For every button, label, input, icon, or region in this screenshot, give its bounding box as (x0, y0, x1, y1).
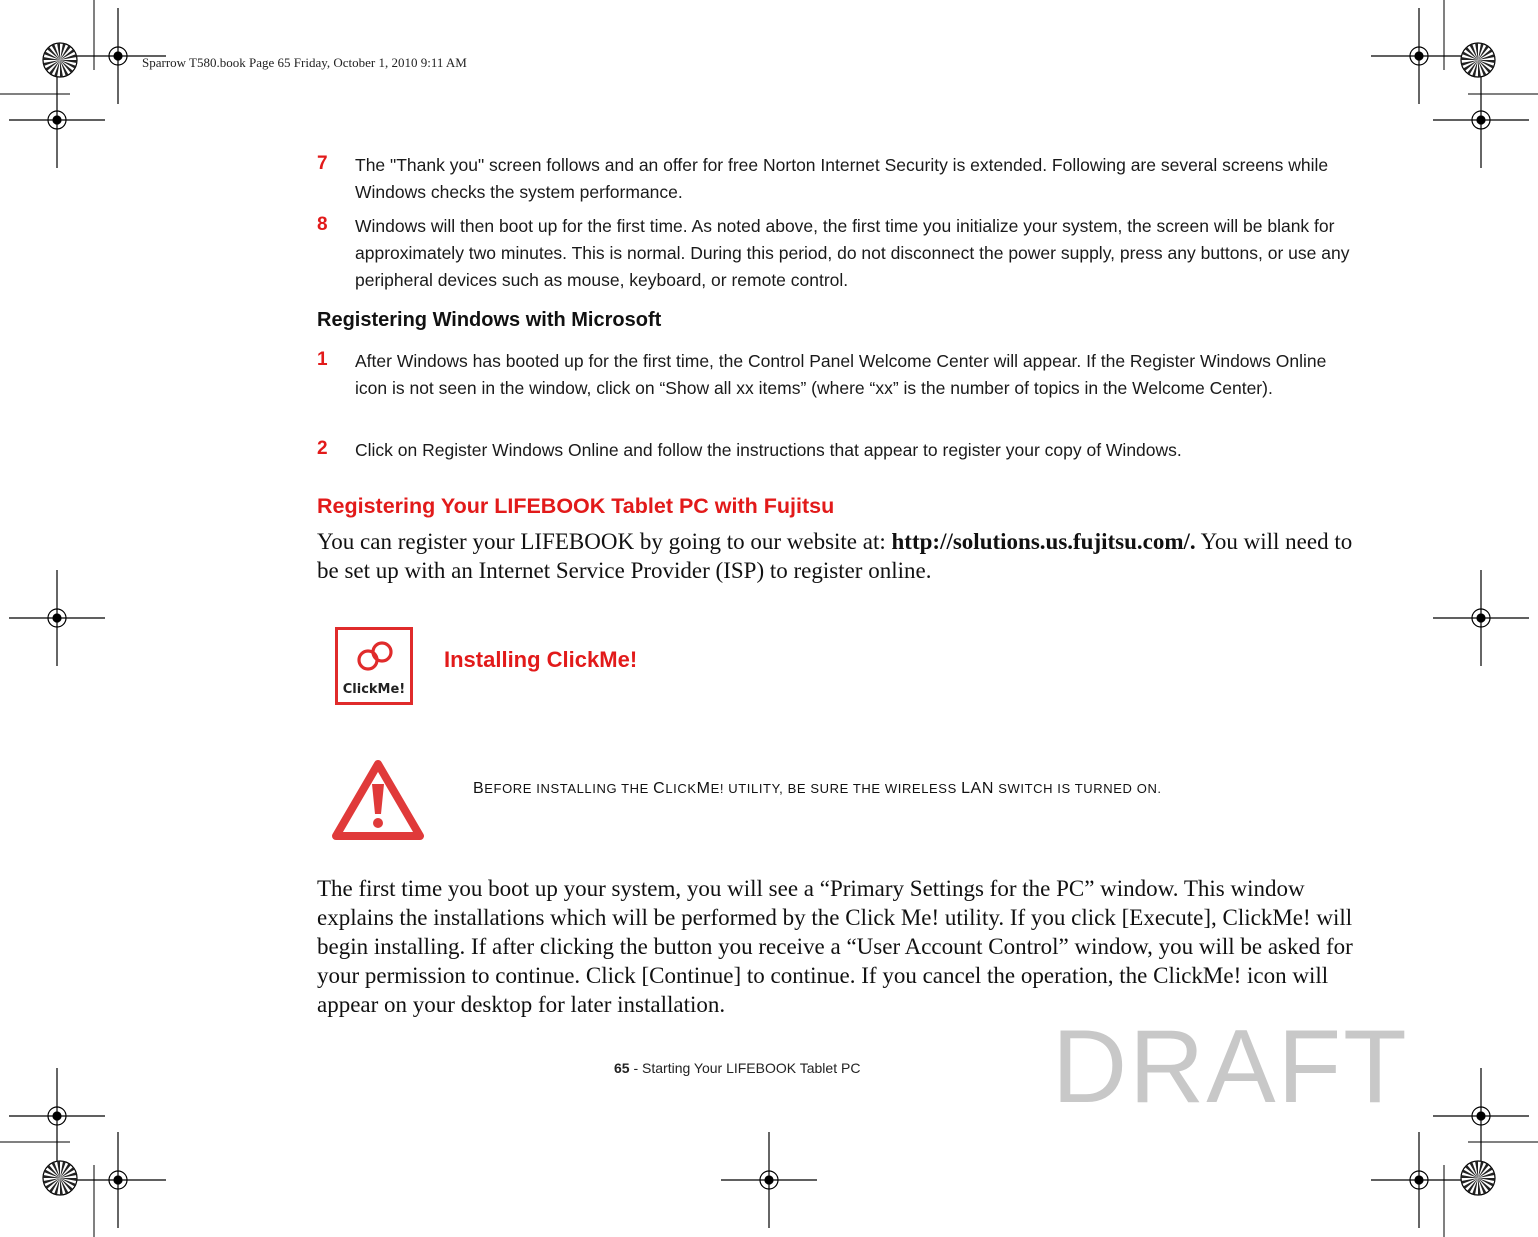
step-text: The "Thank you" screen follows and an offer for free Norton Internet Security is extended. Following are several screens while Windows checks the system performance. (355, 155, 1329, 202)
draft-watermark: DRAFT (1052, 1009, 1409, 1125)
page-number: 65 (614, 1060, 630, 1076)
clickme-icon-label: ClickMe! (342, 682, 406, 697)
sunburst-mark (43, 1161, 77, 1195)
step-text: Click on Register Windows Online and follow the instructions that appear to register your copy of Windows. (355, 440, 1182, 460)
step-text: Windows will then boot up for the first time. As noted above, the first time you initialize your system, the screen will be blank for approximately two minutes. This is normal. During this period, do not disconnect the power supply, press any buttons, or use any peripheral devices such as mouse, keyboard, or remote control. (355, 216, 1350, 290)
clickme-paragraph: The first time you boot up your system, you will see a “Primary Settings for the PC” window. This window explains the installations which will be performed by the Click Me! utility. If you click [Execute], ClickMe! will begin installing. If after clicking the button you receive a “User Account Control” window, you will be asked for your permission to continue. Click [Continue] to continue. If you cancel the operation, the ClickMe! icon will appear on your desktop for later installation. (317, 876, 1353, 1017)
warning-text: BEFORE INSTALLING THE CLICKME! UTILITY, BE SURE THE WIRELESS LAN SWITCH IS TURNED ON. (473, 780, 1162, 797)
step-number: 7 (317, 153, 328, 174)
running-head: Sparrow T580.book Page 65 Friday, October 1, 2010 9:11 AM (142, 55, 467, 70)
list-item (317, 213, 1362, 294)
footer-title: - Starting Your LIFEBOOK Tablet PC (629, 1060, 861, 1076)
list-item (317, 348, 1362, 402)
step-number: 2 (317, 438, 328, 459)
section-heading-registering-lifebook: Registering Your LIFEBOOK Tablet PC with Fujitsu (317, 494, 835, 518)
list-item (317, 152, 1362, 206)
registering-paragraph: You can register your LIFEBOOK by going to our website at: http://solutions.us.fujitsu.com/. You will need to be set up with an Internet Service Provider (ISP) to register online. (317, 529, 1353, 583)
page-footer (614, 1060, 860, 1076)
step-text: After Windows has booted up for the first time, the Control Panel Welcome Center will appear. If the Register Windows Online icon is not seen in the window, click on “Show all xx items” (where “xx” is the number of topics in the Welcome Center). (355, 351, 1327, 398)
warning-icon (330, 758, 426, 842)
step-number: 1 (317, 349, 328, 370)
clickme-heading: Installing ClickMe! (444, 647, 638, 672)
list-item (317, 437, 1362, 464)
clickme-icon (335, 627, 413, 705)
subheading-registering-windows: Registering Windows with Microsoft (317, 309, 662, 331)
sunburst-mark (1461, 43, 1495, 77)
sunburst-mark (1461, 1161, 1495, 1195)
step-number: 8 (317, 214, 328, 235)
sunburst-mark (43, 43, 77, 77)
fujitsu-url-link[interactable]: http://solutions.us.fujitsu.com/. (891, 529, 1196, 554)
